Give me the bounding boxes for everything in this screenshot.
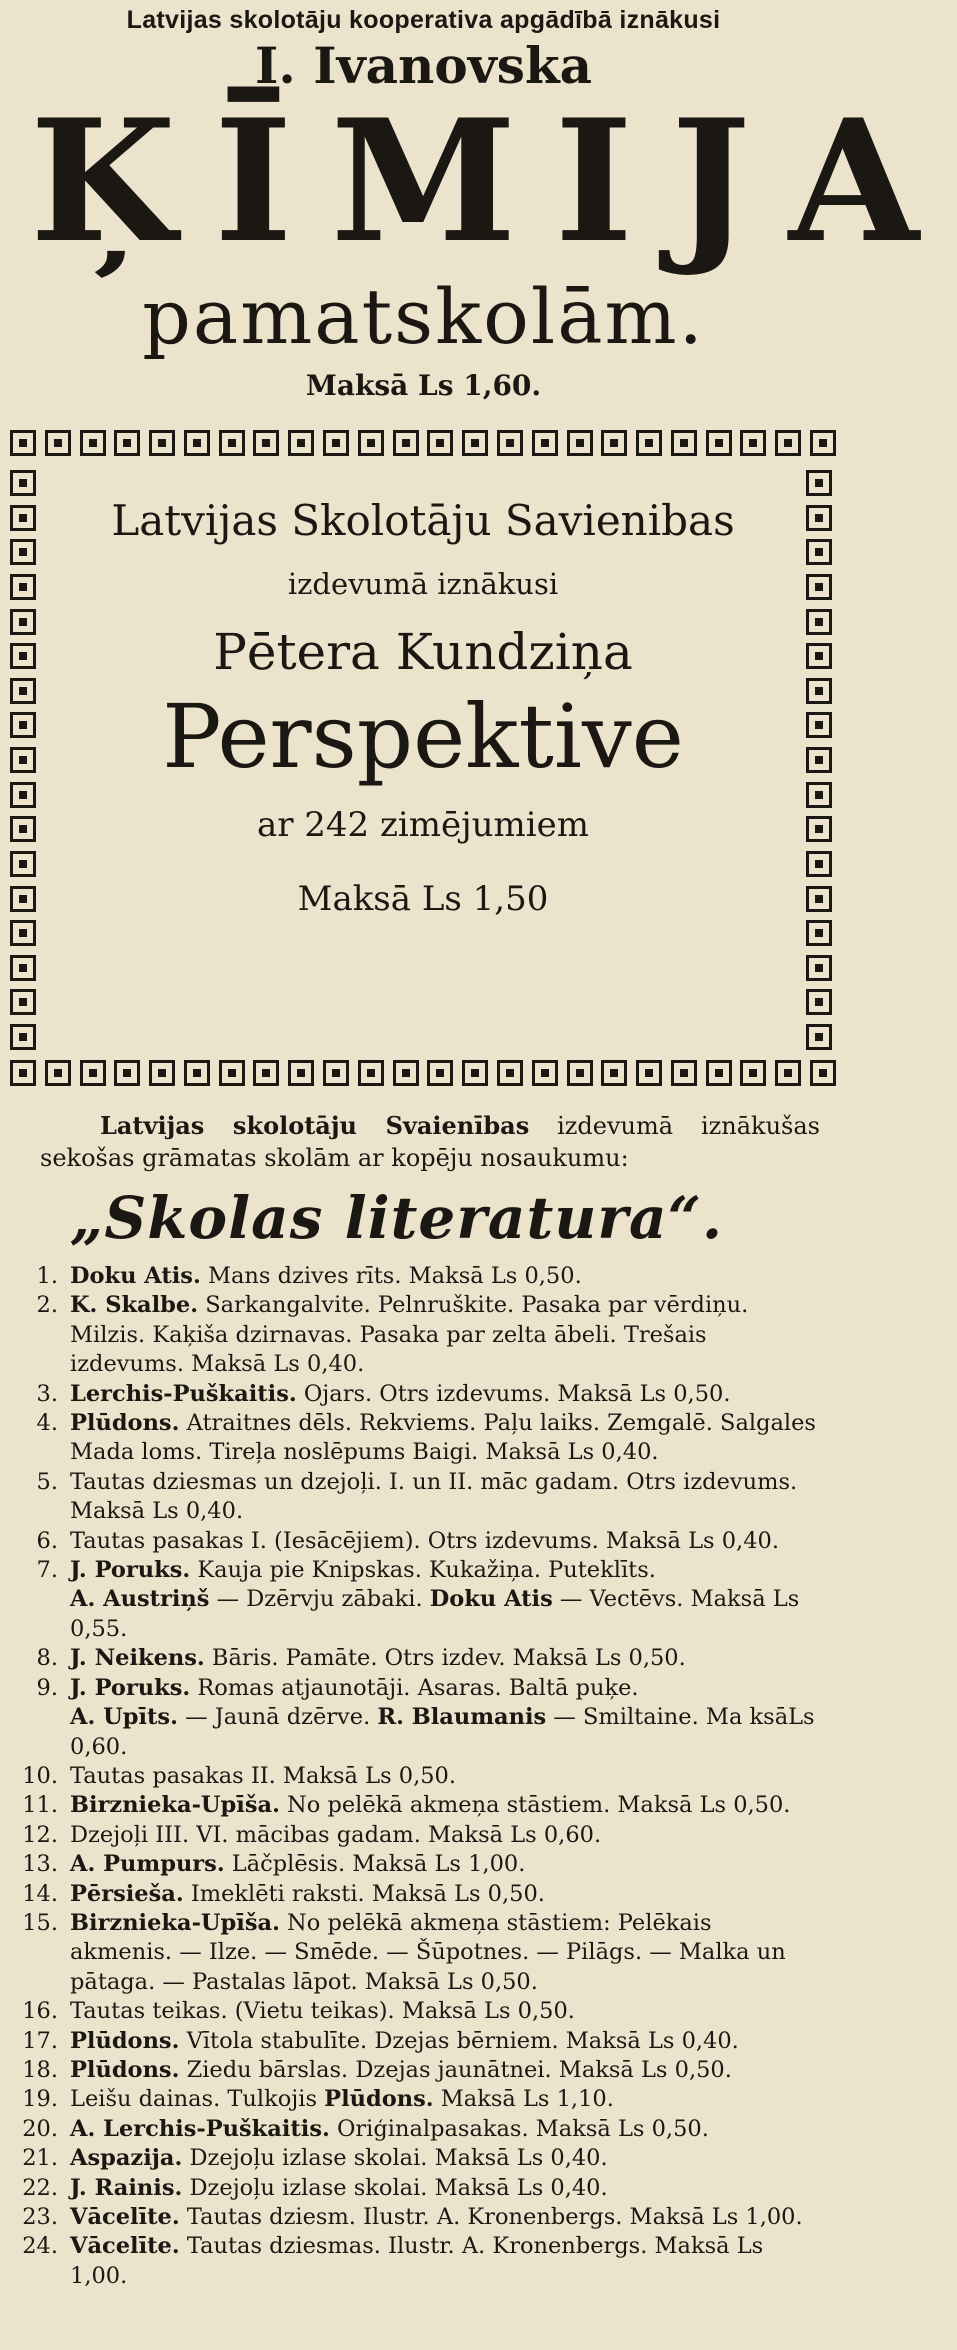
item-number: 3.: [36, 1380, 58, 1407]
item-number: 9.: [36, 1674, 58, 1701]
ornament-square: [601, 1060, 627, 1086]
ornament-square: [10, 609, 36, 635]
item-text: Ojars. Otrs izdevums. Maksā Ls 0,50.: [296, 1380, 731, 1407]
item-number: 1.: [36, 1263, 58, 1289]
list-item: [22, 2085, 820, 2114]
ornament-square: [740, 1060, 766, 1086]
ornament-square: [462, 1060, 488, 1086]
item-author: Doku Atis.: [70, 1263, 201, 1289]
book-title: ĶĪMIJA: [30, 82, 957, 280]
list-item: [36, 1291, 820, 1379]
ornament-square: [10, 816, 36, 842]
item-number: 7.: [36, 1557, 58, 1584]
ornament-square: [567, 1060, 593, 1086]
ornament-square: [706, 1060, 732, 1086]
item-number: 10.: [22, 1762, 58, 1789]
ornament-square: [740, 430, 766, 456]
ornament-square: [323, 1060, 349, 1086]
publisher-line: Latvijas skolotāju kooperativa apgādībā iznākusi: [126, 6, 721, 34]
ornament-border-top: [10, 430, 836, 460]
ornament-square: [114, 1060, 140, 1086]
ornament-square: [253, 430, 279, 456]
list-item: [22, 2027, 820, 2056]
ornament-square: [427, 430, 453, 456]
item-author: Plūdons.: [70, 2056, 180, 2083]
item-author: A. Pumpurs.: [70, 1851, 225, 1878]
item-number: 13.: [22, 1851, 58, 1878]
ornament-square: [45, 1060, 71, 1086]
item-number: 5.: [36, 1468, 58, 1495]
item-author: Birznieka-Upīša.: [70, 1792, 280, 1819]
item-text: Leišu dainas. Tulkojis: [70, 2086, 325, 2113]
ornament-square: [806, 643, 832, 669]
item-text: Tautas pasakas II. Maksā Ls 0,50.: [70, 1762, 457, 1789]
ornament-square: [806, 955, 832, 981]
ornament-square: [10, 782, 36, 808]
item-text: No pelēkā akmeņa stāstiem: Pelēkais akmenis. — Ilze. — Smēde. — Šūpotnes. — Pilāgs. — Malka un pātaga. — Pastalas lāpot. Maksā Ls 0,50.: [70, 1909, 786, 1995]
item-text: No pelēkā akmeņa stāstiem. Maksā Ls 0,50.: [279, 1792, 791, 1819]
item-author: Vācelīte.: [70, 2204, 180, 2230]
list-item: [22, 2174, 820, 2203]
ornament-square: [775, 430, 801, 456]
list-item: [22, 1909, 820, 1997]
item-text: Imeklēti raksti. Maksā Ls 0,50.: [183, 1880, 545, 1907]
item-author: Plūdons.: [324, 2086, 434, 2113]
item-text: — Dzērvju zābaki.: [209, 1586, 430, 1613]
series-heading: „Skolas literatura“.: [70, 1184, 724, 1252]
item-author: Doku Atis: [429, 1586, 553, 1613]
ornament-square: [806, 989, 832, 1015]
ornament-square: [567, 430, 593, 456]
ornament-square: [10, 1060, 36, 1086]
item-number: 18.: [22, 2056, 58, 2083]
item-number: 16.: [22, 1998, 58, 2025]
ornament-square: [10, 955, 36, 981]
item-number: 4.: [36, 1410, 58, 1437]
item-text: Sarkangalvite. Pelnruškite. Pasaka par vērdiņu. Milzis. Kaķiša dzirnavas. Pasaka par zelta ābeli. Trešais izdevums. Maksā Ls 0,40.: [70, 1292, 749, 1378]
item-author: A. Upīts.: [70, 1704, 178, 1731]
item-text: Vītola stabulīte. Dzejas bērniem. Maksā Ls 0,40.: [179, 2027, 739, 2054]
ornament-square: [10, 505, 36, 531]
ornament-square: [45, 430, 71, 456]
list-item: [22, 2144, 820, 2173]
ornament-square: [10, 747, 36, 773]
item-author: A. Austriņš: [70, 1586, 210, 1613]
item-author: K. Skalbe.: [70, 1292, 199, 1319]
item-number: 21.: [22, 2145, 58, 2172]
ornament-square: [10, 643, 36, 669]
ornament-square: [806, 816, 832, 842]
item-number: 2.: [36, 1292, 58, 1319]
ornament-square: [149, 1060, 175, 1086]
advertisement-school-literature: [22, 1110, 820, 2291]
ornament-square: [806, 505, 832, 531]
publication-note: izdevumā iznākusi: [287, 567, 559, 601]
ornament-square: [636, 1060, 662, 1086]
ornament-square: [358, 430, 384, 456]
item-text: Mans dzives rīts. Maksā Ls 0,50.: [200, 1263, 582, 1289]
ornament-square: [10, 886, 36, 912]
list-item: [22, 2203, 820, 2232]
ornament-border-left: [10, 470, 40, 1050]
list-item: [36, 1674, 820, 1762]
book-price: Maksā Ls 1,60.: [305, 369, 542, 402]
ornament-square: [462, 430, 488, 456]
item-author: J. Neikens.: [70, 1645, 205, 1672]
ornament-square: [80, 1060, 106, 1086]
intro-text: izdevumā iznākušas sekošas grāmatas skolām ar kopēju nosaukumu:: [40, 1112, 820, 1172]
list-item: [36, 1468, 820, 1527]
list-item: [36, 1380, 820, 1409]
item-author: A. Lerchis-Puškaitis.: [70, 2115, 330, 2142]
ornament-square: [806, 920, 832, 946]
item-author: J. Poruks.: [70, 1557, 191, 1584]
item-text: Lāčplēsis. Maksā Ls 1,00.: [224, 1851, 526, 1878]
ornament-square: [10, 920, 36, 946]
item-number: 6.: [36, 1527, 58, 1554]
ornament-square: [10, 678, 36, 704]
ornament-square: [10, 430, 36, 456]
item-author: Lerchis-Puškaitis.: [70, 1380, 297, 1407]
ornament-square: [184, 1060, 210, 1086]
item-text: Dzejoļi III. VI. mācibas gadam. Maksā Ls 0,60.: [70, 1821, 602, 1848]
ornament-square: [10, 470, 36, 496]
item-author: J. Poruks.: [70, 1674, 191, 1701]
advertisement-perspective: [10, 430, 836, 1090]
list-item: [22, 1850, 820, 1879]
item-author: Aspazija.: [70, 2145, 183, 2172]
ornament-square: [810, 430, 836, 456]
item-text: Dzejoļu izlase skolai. Maksā Ls 0,40.: [182, 2174, 608, 2201]
item-text: Ziedu bārslas. Dzejas jaunātnei. Maksā Ls 0,50.: [179, 2056, 732, 2083]
item-text: Bāris. Pamāte. Otrs izdev. Maksā Ls 0,50.: [204, 1645, 686, 1672]
item-text: — Smiltaine. Ma ksāLs 0,60.: [70, 1704, 815, 1760]
ornament-border-bottom: [10, 1060, 836, 1090]
item-number: 19.: [22, 2086, 58, 2113]
framed-content: [50, 470, 796, 1050]
ornament-square: [10, 1024, 36, 1050]
illustrations-note: ar 242 zimējumiem: [256, 805, 590, 845]
ornament-square: [393, 1060, 419, 1086]
ornament-square: [806, 574, 832, 600]
item-number: 20.: [22, 2115, 58, 2142]
ornament-square: [636, 430, 662, 456]
item-text: Tautas dziesm. Ilustr. A. Kronenbergs. Maksā Ls 1,00.: [179, 2204, 803, 2230]
ornament-square: [806, 851, 832, 877]
author-name: Pētera Kundziņa: [213, 623, 633, 681]
item-text: Tautas teikas. (Vietu teikas). Maksā Ls 0,50.: [70, 1998, 575, 2025]
item-text: Maksā Ls 1,10.: [433, 2086, 614, 2113]
ornament-square: [184, 430, 210, 456]
ornament-square: [671, 1060, 697, 1086]
list-item: [36, 1556, 820, 1644]
list-item: [22, 1821, 820, 1850]
list-item: [22, 2232, 820, 2291]
ornament-square: [806, 609, 832, 635]
publisher-line: Latvijas Skolotāju Savienibas: [111, 496, 735, 545]
ornament-square: [10, 574, 36, 600]
ornament-square: [806, 470, 832, 496]
ornament-square: [706, 430, 732, 456]
intro-paragraph: [40, 1110, 820, 1174]
ornament-square: [10, 539, 36, 565]
item-author: Plūdons.: [70, 2027, 180, 2054]
item-text: Tautas pasakas I. (Iesācējiem). Otrs izdevums. Maksā Ls 0,40.: [70, 1527, 779, 1554]
list-item: [22, 1762, 820, 1791]
book-subtitle: pamatskolām.: [142, 272, 705, 361]
ornament-square: [288, 1060, 314, 1086]
book-title: Perspektive: [162, 685, 684, 788]
item-author: Pērsieša.: [70, 1880, 184, 1907]
item-text: — Jaunā dzērve.: [177, 1704, 378, 1731]
item-text: Tautas dziesmas. Ilustr. A. Kronenbergs. Maksā Ls 1,00.: [70, 2233, 764, 2289]
ornament-square: [323, 430, 349, 456]
ornament-square: [806, 539, 832, 565]
ornament-square: [806, 678, 832, 704]
item-text: Tautas dziesmas un dzejoļi. I. un II. māc gadam. Otrs izdevums. Maksā Ls 0,40.: [70, 1468, 798, 1525]
item-number: 14.: [22, 1880, 58, 1907]
ornament-square: [806, 747, 832, 773]
item-author: J. Rainis.: [70, 2174, 183, 2201]
item-text: Dzejoļu izlase skolai. Maksā Ls 0,40.: [182, 2145, 608, 2172]
ornament-square: [10, 851, 36, 877]
ornament-square: [10, 989, 36, 1015]
ornament-square: [149, 430, 175, 456]
item-number: 11.: [22, 1792, 58, 1819]
item-number: 23.: [22, 2204, 58, 2230]
item-author: Vācelīte.: [70, 2233, 180, 2260]
ornament-square: [10, 712, 36, 738]
item-number: 12.: [22, 1821, 58, 1848]
ornament-square: [601, 430, 627, 456]
ornament-square: [671, 430, 697, 456]
ornament-square: [806, 886, 832, 912]
ornament-square: [497, 1060, 523, 1086]
book-price: Maksā Ls 1,50: [297, 879, 549, 919]
list-item: [36, 1262, 820, 1291]
ornament-square: [806, 712, 832, 738]
ornament-square: [219, 1060, 245, 1086]
ornament-square: [806, 1024, 832, 1050]
list-item: [22, 2115, 820, 2144]
advertisement-chemistry: [0, 0, 957, 402]
list-item: [22, 1791, 820, 1820]
ornament-square: [810, 1060, 836, 1086]
ornament-square: [114, 430, 140, 456]
item-number: 15.: [22, 1909, 58, 1936]
ornament-square: [497, 430, 523, 456]
list-item: [36, 1644, 820, 1673]
item-number: 22.: [22, 2174, 58, 2201]
ornament-square: [775, 1060, 801, 1086]
item-text: Romas atjaunotāji. Asaras. Baltā puķe.: [190, 1674, 639, 1701]
ornament-square: [219, 430, 245, 456]
ornament-square: [288, 430, 314, 456]
ornament-square: [806, 782, 832, 808]
author-name: I. Ivanovska: [255, 36, 592, 95]
item-text: Oriģinalpasakas. Maksā Ls 0,50.: [329, 2115, 709, 2142]
item-text: — Vectēvs. Maksā Ls 0,55.: [70, 1586, 800, 1642]
item-number: 8.: [36, 1645, 58, 1672]
item-number: 24.: [22, 2233, 58, 2260]
item-author: Birznieka-Upīša.: [70, 1909, 280, 1936]
ornament-square: [532, 430, 558, 456]
ornament-square: [358, 1060, 384, 1086]
ornament-border-right: [806, 470, 836, 1050]
list-item: [22, 2056, 820, 2085]
ornament-square: [532, 1060, 558, 1086]
item-number: 17.: [22, 2027, 58, 2054]
ornament-square: [253, 1060, 279, 1086]
item-author: R. Blaumanis: [377, 1704, 547, 1731]
publisher-name: Latvijas skolotāju Svaienības: [100, 1111, 530, 1140]
item-text: Atraitnes dēls. Rekviems. Paļu laiks. Zemgalē. Salgales Mada loms. Tireļa noslēpums Baigi. Maksā Ls 0,40.: [70, 1410, 816, 1466]
list-item: [36, 1409, 820, 1468]
list-item: [22, 1997, 820, 2026]
ornament-square: [427, 1060, 453, 1086]
ornament-square: [393, 430, 419, 456]
item-author: Plūdons.: [70, 1410, 180, 1437]
ornament-square: [80, 430, 106, 456]
item-text: Kauja pie Knipskas. Kukažiņa. Puteklīts.: [190, 1557, 656, 1584]
list-item: [36, 1527, 820, 1556]
book-list: [22, 1262, 820, 2291]
list-item: [22, 1880, 820, 1909]
